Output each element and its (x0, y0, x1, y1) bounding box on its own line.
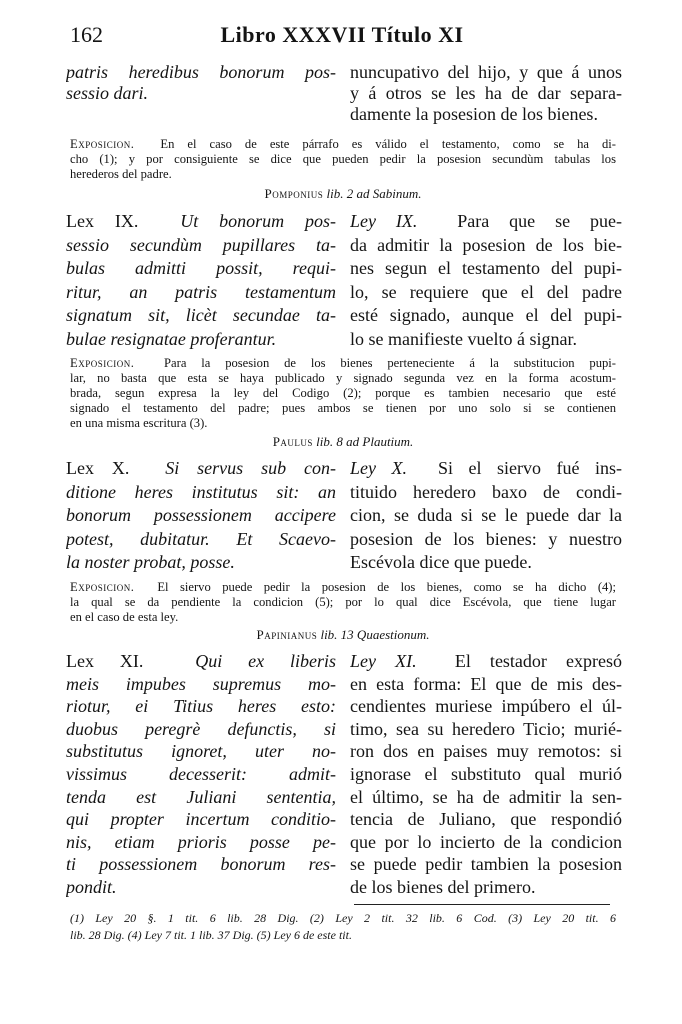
latin-line: Qui ex liberis (195, 651, 336, 671)
latin-column (66, 210, 336, 351)
spanish-line: Si el siervo fué ins- (438, 458, 622, 478)
spanish-line: posesion de los bienes: y nuestro (350, 528, 622, 549)
page-number: 162 (70, 22, 103, 47)
source-work: lib. 8 ad Plautium. (316, 434, 414, 449)
spanish-line: se puede pedir tambien la posesion (350, 854, 622, 875)
latin-column (66, 62, 336, 104)
ley-number: Ley IX. (350, 211, 418, 231)
exposicion-line: en el caso de esta ley. (70, 610, 179, 624)
spanish-line: tituido heredero baxo de condi- (350, 481, 622, 502)
exposicion-label: Exposicion. (70, 580, 135, 594)
spanish-line: ignorase el substituto qual murió (350, 763, 622, 784)
latin-line: bulae resignatae proferantur. (66, 328, 277, 349)
latin-line: sessio dari. (66, 83, 149, 103)
exposicion-line: Para la posesion de los bienes perteneciente á la substitucion pupi- (164, 356, 616, 370)
source-citation-1 (70, 186, 616, 202)
page-header (70, 22, 614, 50)
latin-line: patris heredibus bonorum pos- (66, 62, 336, 82)
latin-line: Ut bonorum pos- (180, 211, 336, 231)
latin-line: ti possessionem bonorum res- (66, 854, 336, 875)
lex-number: Lex X. (66, 458, 130, 478)
spanish-line: de los bienes del primero. (350, 876, 536, 897)
spanish-line: ron dos en paises muy remotos: si (350, 741, 622, 762)
footnote-line: (1) Ley 20 §. 1 tit. 6 lib. 28 Dig. (2) Ley 2 tit. 32 lib. 6 Cod. (3) Ley 20 tit. 6 (70, 911, 616, 925)
source-work: lib. 13 Quaestionum. (320, 627, 430, 642)
latin-line: ritur, an patris testamentum (66, 281, 336, 302)
latin-column (66, 457, 336, 575)
source-author: Paulus (272, 434, 313, 449)
source-author: Pomponius (264, 186, 324, 201)
spanish-line: da admitir la posesion de los bie- (350, 234, 622, 255)
latin-column (66, 650, 336, 899)
spanish-line: timo, sea su heredero Ticio; murié- (350, 718, 622, 739)
source-author: Papinianus (256, 627, 318, 642)
latin-line: la noster probat, posse. (66, 552, 235, 572)
latin-line: bulas admitti possit, requi- (66, 258, 336, 278)
latin-line: meis impubes supremus mo- (66, 673, 336, 694)
exposicion-line: lar, no basta que esta se haya publicado y signado segunda vez en la forma acostum- (70, 371, 616, 385)
spanish-line: lo se manifieste vuelto á signar. (350, 328, 577, 349)
spanish-line: nuncupativo del hijo, y que á unos (350, 62, 622, 82)
latin-line: tenda est Juliani sententia, (66, 786, 336, 807)
source-citation-2 (70, 434, 616, 450)
exposicion-label: Exposicion. (70, 356, 135, 370)
source-work: lib. 2 ad Sabinum. (326, 186, 422, 201)
latin-line: ditione heres institutus sit: an (66, 481, 336, 502)
spanish-line: tencia de Juliano, que respondió (350, 809, 622, 830)
spanish-line: en esta forma: El que de mis des- (350, 673, 622, 694)
latin-line: duobus peregrè defunctis, si (66, 718, 336, 739)
latin-line: riotur, ei Titius heres esto: (66, 696, 336, 717)
spanish-column (350, 650, 622, 899)
exposicion-line: brada, segun expresa la ley del Codigo (2); porque es tambien necesario que esté (70, 386, 616, 400)
latin-line: qui propter incertum conditio- (66, 809, 336, 830)
spanish-line: Escévola dice que puede. (350, 552, 532, 572)
spanish-column (350, 62, 622, 125)
spanish-line: damente la posesion de los bienes. (350, 104, 598, 124)
exposicion-line: herederos del padre. (70, 167, 172, 181)
running-head: Libro XXXVII Título XI (220, 22, 464, 47)
lex-number: Lex XI. (66, 651, 144, 671)
latin-line: substitutus ignoret, uter no- (66, 741, 336, 762)
latin-line: pondit. (66, 876, 117, 897)
spanish-line: el último, se ha de admitir la sen- (350, 786, 622, 807)
spanish-line: y á otros se les ha de dar separa- (350, 83, 622, 103)
latin-line: bonorum possessionem accipere (66, 505, 336, 525)
latin-line: nis, etiam prioris posse pe- (66, 831, 336, 852)
spanish-line: nes segun el testamento del pupi- (350, 258, 622, 278)
spanish-line: cendientes muriese impúbero el úl- (350, 696, 622, 717)
spanish-line: que por lo incierto de la condicion (350, 831, 622, 852)
ley-number: Ley X. (350, 458, 407, 478)
latin-line: potest, dubitatur. Et Scaevo- (66, 528, 336, 549)
spanish-line: El testador expresó (454, 651, 622, 671)
spanish-line: lo, se requiere que el del padre (350, 281, 622, 302)
source-citation-3 (70, 627, 616, 643)
footnote-rule (354, 904, 610, 905)
spanish-line: Para que se pue- (457, 211, 622, 231)
exposicion-1 (70, 137, 616, 182)
spanish-line: esté signado, aunque el del pupi- (350, 305, 622, 325)
exposicion-line: El siervo puede pedir la posesion de los bienes, como se ha dicho (4); (157, 580, 616, 594)
spanish-column (350, 457, 622, 575)
footnote-line: lib. 28 Dig. (4) Ley 7 tit. 1 lib. 37 Dig. (5) Ley 6 de este tit. (70, 928, 352, 942)
latin-line: sessio secundùm pupillares ta- (66, 234, 336, 255)
spanish-line: cion, se duda si se le puede dar la (350, 505, 622, 525)
latin-line: vissimus decesserit: admit- (66, 763, 336, 784)
footnotes (70, 910, 616, 944)
exposicion-label: Exposicion. (70, 137, 135, 151)
latin-line: Si servus sub con- (165, 458, 336, 478)
exposicion-line: cho (1); y por consiguiente se dice que pueden pedir la posesion secundùm tabulas los (70, 152, 616, 166)
ley-number: Ley XI. (350, 651, 417, 671)
spanish-column (350, 210, 622, 351)
lex-number: Lex IX. (66, 211, 139, 231)
exposicion-2 (70, 356, 616, 431)
exposicion-line: En el caso de este párrafo es válido el testamento, como se ha di- (160, 137, 616, 151)
exposicion-line: signado el testamento del padre; pues ambos se tienen por uno solo si se contienen (70, 401, 616, 415)
exposicion-line: en una misma escritura (3). (70, 416, 208, 430)
exposicion-line: la qual se da pendiente la condicion (5); por lo qual dice Escévola, que tiene lugar (70, 595, 616, 609)
exposicion-3 (70, 580, 616, 625)
latin-line: signatum sit, licèt secundae ta- (66, 305, 336, 325)
